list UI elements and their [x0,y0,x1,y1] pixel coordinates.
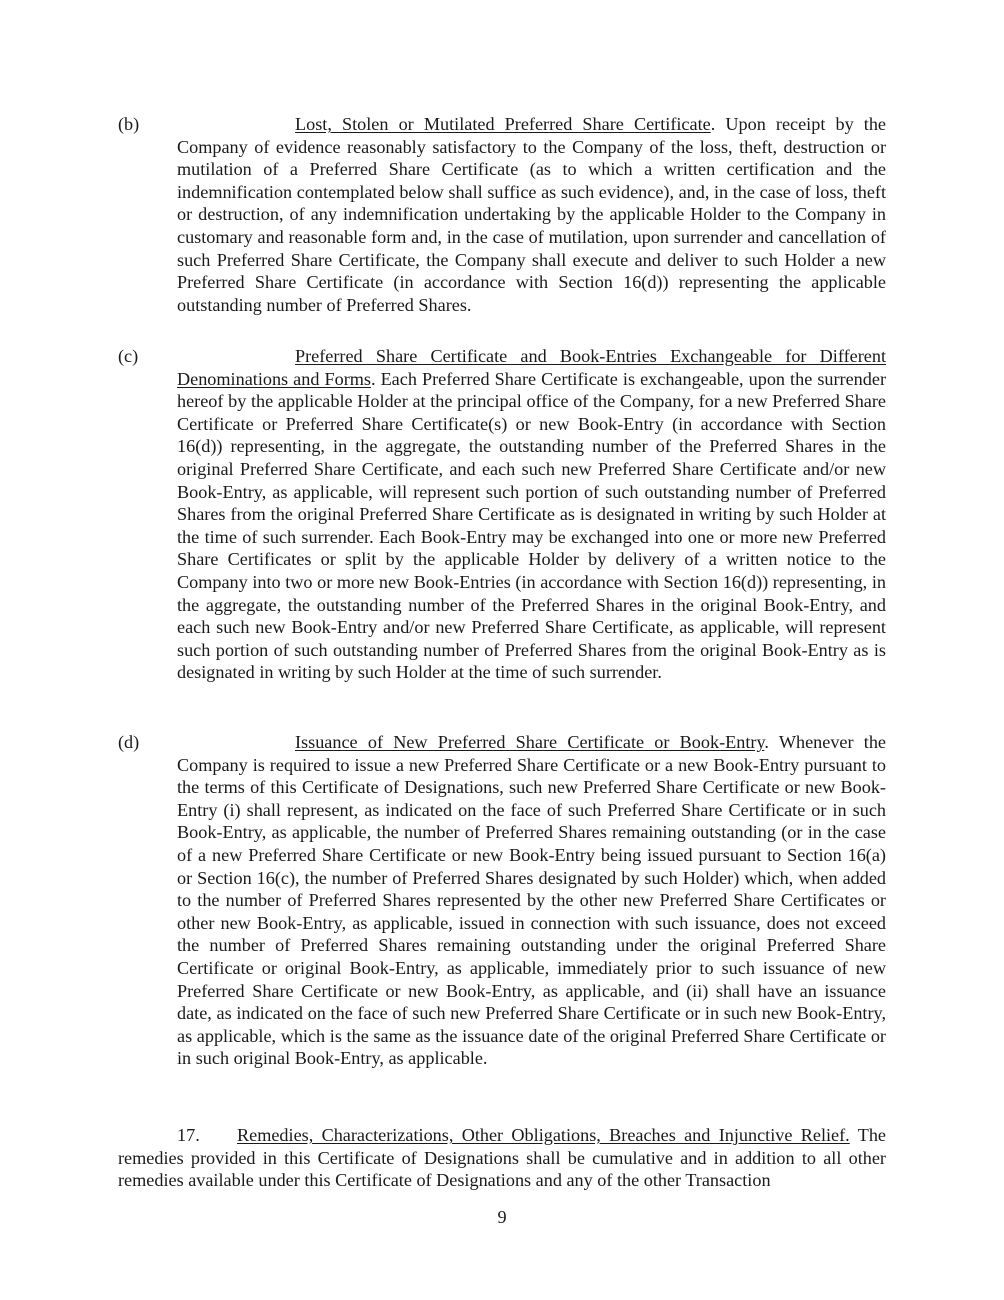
section-heading: Preferred Share Certificate and Book-Entries Exchangeable for Different Denominations and Forms [177,346,886,389]
section-body: . Upon receipt by the Company of evidence reasonably satisfactory to the Company of the loss, theft, destruction or mutilation of a Preferred Share Certificate (as to which a written certification and the indemnification contemplated below shall suffice as such evidence), and, in the case of loss, theft or destruction, of any indemnification undertaking by the applicable Holder to the Company in customary and reasonable form and, in the case of mutilation, upon surrender and cancellation of such Preferred Share Certificate, the Company shall execute and deliver to such Holder a new Preferred Share Certificate (in accordance with Section 16(d)) representing the applicable outstanding number of Preferred Shares. [177,114,887,315]
section-heading: Remedies, Characterizations, Other Obligations, Breaches and Injunctive Relief. [237,1125,850,1145]
section-heading: Issuance of New Preferred Share Certificate or Book-Entry [295,732,765,752]
section-marker: (b) [118,114,140,134]
section-marker: (d) [118,732,140,752]
section-16d-paragraph [118,731,886,1070]
section-marker: 17. [177,1125,200,1145]
section-16c-paragraph [118,345,887,684]
section-body: The remedies provided in this Certificate of Designations shall be cumulative and in addition to all other remedies available under this Certificate of Designations and any of the other Transaction [118,1125,886,1191]
section-marker: (c) [118,346,139,366]
section-body: . Whenever the Company is required to issue a new Preferred Share Certificate or a new Book-Entry pursuant to the terms of this Certificate of Designations, such new Preferred Share Certificate or new Book-Entry (i) shall represent, as indicated on the face of such Preferred Share Certificate or in such Book-Entry, as applicable, the number of Preferred Shares remaining outstanding (or in the case of a new Preferred Share Certificate or new Book-Entry being issued pursuant to Section 16(a) or Section 16(c), the number of Preferred Shares designated by such Holder) which, when added to the number of Preferred Shares represented by the other new Preferred Share Certificates or other new Book-Entry, as applicable, issued in connection with such issuance, does not exceed the number of Preferred Shares remaining outstanding under the original Preferred Share Certificate or original Book-Entry, as applicable, immediately prior to such issuance of new Preferred Share Certificate or new Book-Entry, as applicable, and (ii) shall have an issuance date, as indicated on the face of such new Preferred Share Certificate or in such new Book-Entry, as applicable, which is the same as the issuance date of the original Preferred Share Certificate or in such original Book-Entry, as applicable. [177,732,886,1069]
section-17-paragraph [118,1124,886,1192]
section-heading: Lost, Stolen or Mutilated Preferred Share Certificate [295,114,711,134]
section-body: . Each Preferred Share Certificate is exchangeable, upon the surrender hereof by the applicable Holder at the principal office of the Company, for a new Preferred Share Certificate or Preferred Share Certificate(s) or new Book-Entry (in accordance with Section 16(d)) representing, in the aggregate, the outstanding number of the Preferred Shares in the original Preferred Share Certificate, and each such new Preferred Share Certificate and/or new Book-Entry, as applicable, will represent such portion of such outstanding number of Preferred Shares from the original Preferred Share Certificate as is designated in writing by such Holder at the time of such surrender. Each Book-Entry may be exchanged into one or more new Preferred Share Certificates or split by the applicable Holder by delivery of a written notice to the Company into two or more new Book-Entries (in accordance with Section 16(d)) representing, in the aggregate, the outstanding number of the Preferred Shares in the original Book-Entry, and each such new Book-Entry and/or new Preferred Share Certificate, as applicable, will represent such portion of such outstanding number of Preferred Shares from the original Book-Entry as is designated in writing by such Holder at the time of such surrender. [177,368,887,683]
section-16b-paragraph [118,113,887,316]
page-number: 9 [497,1207,507,1227]
